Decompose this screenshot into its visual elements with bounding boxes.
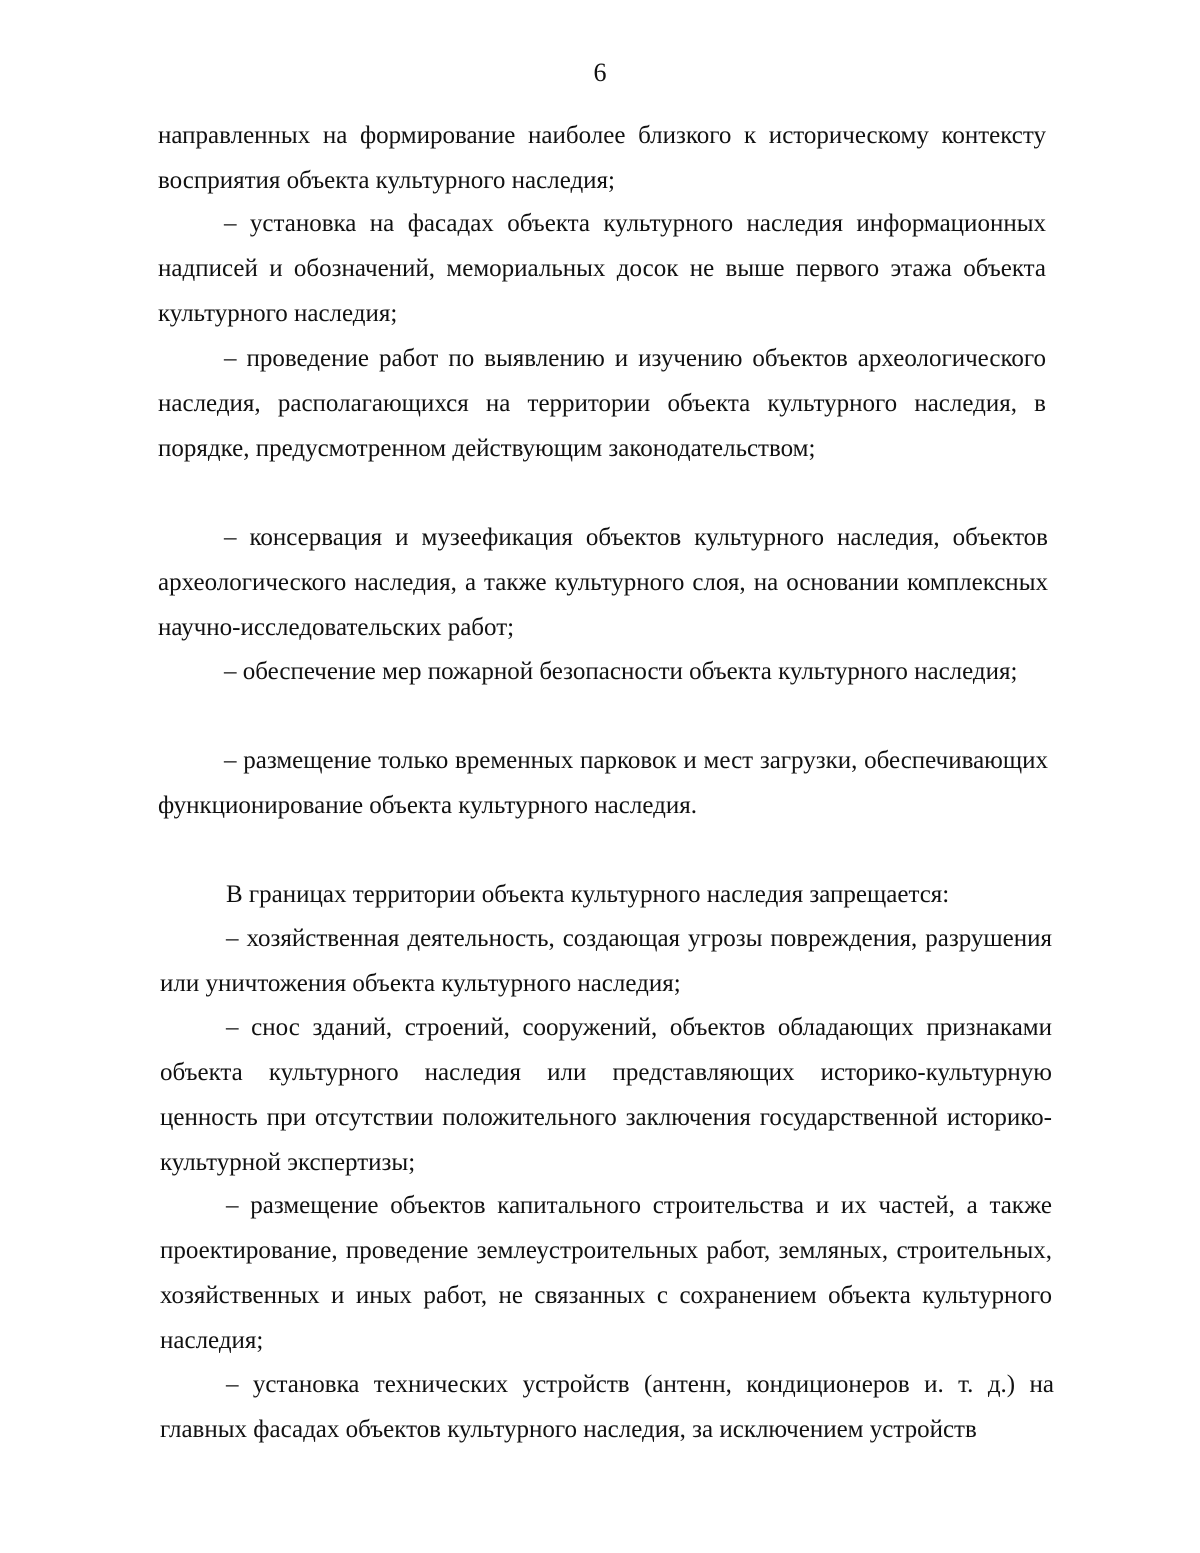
paragraph-info-signs: – установка на фасадах объекта культурного наследия информационных надписей и обозначений, мемориальных досок не выше первого этажа объекта культурного наследия; <box>158 210 1046 327</box>
paragraph-fire-safety: – обеспечение мер пожарной безопасности объекта культурного наследия; <box>224 658 1018 685</box>
paragraph-archaeology-works: – проведение работ по выявлению и изучению объектов археологического наследия, располагающихся на территории объекта культурного наследия, в порядке, предусмотренном действующим законодательством; <box>158 345 1046 462</box>
paragraph-continuation: направленных на формирование наиболее близкого к историческому контексту восприятия объекта культурного наследия; <box>158 122 1046 194</box>
paragraph-capital-construction: – размещение объектов капитального строительства и их частей, а также проектирование, проведение землеустроительных работ, земляных, строительных, хозяйственных и иных работ, не связанных с сохранением объекта культурного наследия; <box>160 1192 1052 1354</box>
paragraph-economic-activity: – хозяйственная деятельность, создающая угрозы повреждения, разрушения или уничтожения объекта культурного наследия; <box>160 925 1052 997</box>
paragraph-prohibitions-heading: В границах территории объекта культурного наследия запрещается: <box>226 881 950 908</box>
page-number: 6 <box>593 58 607 87</box>
paragraph-parking: – размещение только временных парковок и мест загрузки, обеспечивающих функционирование объекта культурного наследия. <box>158 747 1048 819</box>
paragraph-technical-devices: – установка технических устройств (антенн, кондиционеров и. т. д.) на главных фасадах объектов культурного наследия, за исключением устройств <box>160 1371 1054 1443</box>
paragraph-demolition: – снос зданий, строений, сооружений, объектов обладающих признаками объекта культурного наследия или представляющих историко-культурную ценность при отсутствии положительного заключения государственной историко-культурной экспертизы; <box>160 1014 1052 1176</box>
paragraph-conservation: – консервация и музеефикация объектов культурного наследия, объектов археологического наследия, а также культурного слоя, на основании комплексных научно-исследовательских работ; <box>158 524 1048 641</box>
